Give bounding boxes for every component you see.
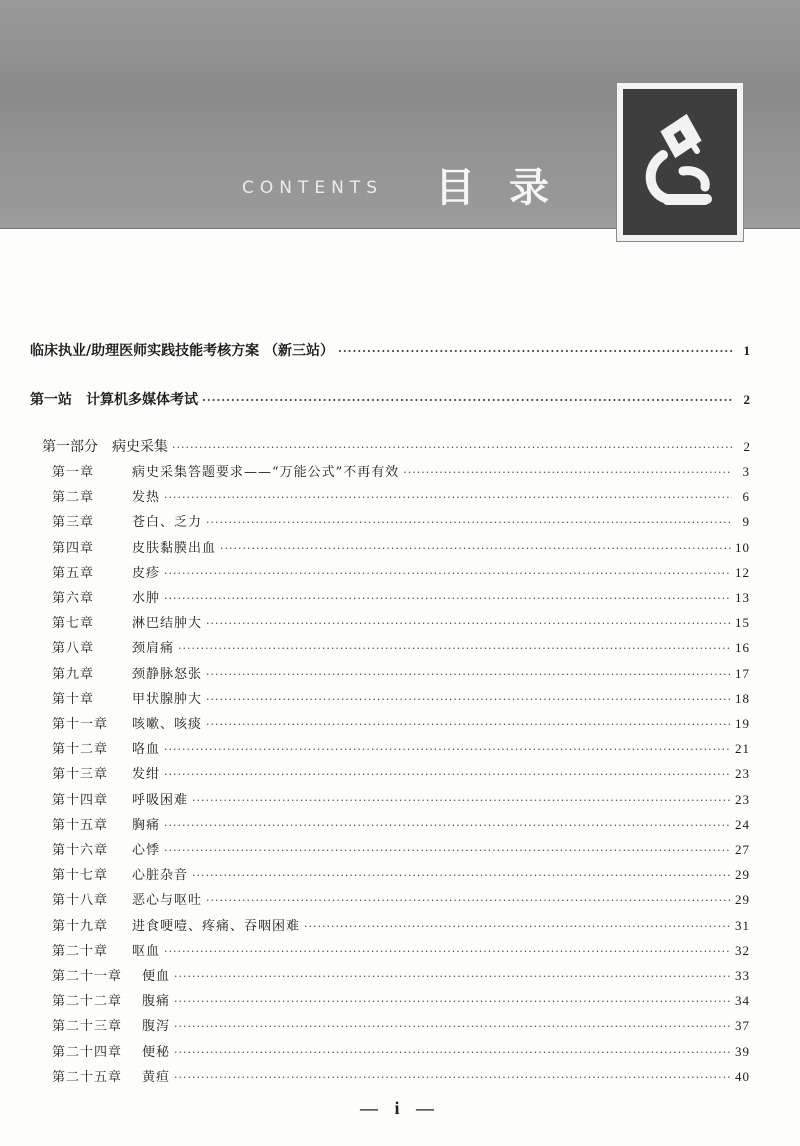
logo-frame	[616, 82, 744, 242]
chapter-number: 第十一章	[52, 717, 109, 732]
entry-title: 颈静脉怒张	[132, 666, 203, 682]
leader-dots	[206, 691, 731, 709]
entry-title: 发绀	[132, 767, 161, 783]
chapter-number: 第十七章	[52, 868, 109, 884]
entry-title: 咳嗽、咳痰	[132, 717, 203, 732]
entry-title: 腹痛	[142, 994, 171, 1010]
leader-dots	[164, 766, 731, 784]
leader-dots	[174, 1018, 731, 1036]
chapter-number: 第十九章	[52, 918, 109, 934]
toc-entry[interactable]	[52, 791, 750, 810]
toc-entry[interactable]	[42, 438, 750, 457]
chapter-number: 第十二章	[52, 742, 109, 758]
entry-title: 呼吸困难	[132, 792, 189, 808]
page-ref: 37	[735, 1018, 750, 1034]
page-ref: 29	[735, 892, 750, 908]
entry-title: 胸痛	[132, 817, 161, 833]
page-number: — i —	[359, 1098, 440, 1118]
chapter-number: 第二十四章	[52, 1044, 123, 1060]
leader-dots	[178, 640, 731, 658]
entry-title: 第一部分 病史采集	[42, 439, 168, 455]
chapter-number: 第八章	[52, 641, 95, 657]
leader-dots	[192, 792, 731, 810]
chapter-number: 第二十章	[52, 943, 109, 959]
toc-entry[interactable]	[52, 891, 750, 910]
toc-entry[interactable]	[52, 1017, 750, 1036]
chapter-number: 第五章	[52, 565, 95, 581]
page-ref: 18	[735, 690, 750, 706]
toc-entry[interactable]	[52, 765, 750, 784]
toc-entry[interactable]	[52, 942, 750, 961]
page-ref: 3	[742, 464, 750, 479]
page-ref: 1	[743, 343, 750, 358]
toc-entry[interactable]	[52, 614, 750, 633]
page-ref: 9	[742, 514, 750, 530]
entry-title: 便血	[142, 969, 171, 984]
chapter-number: 第二十三章	[52, 1019, 123, 1035]
page-ref: 23	[735, 791, 750, 807]
toc-entry[interactable]	[52, 488, 750, 507]
chapter-number: 第二章	[52, 490, 95, 506]
entry-title: 咯血	[132, 742, 161, 758]
toc-entry[interactable]	[52, 816, 750, 835]
toc-entry[interactable]	[52, 967, 750, 986]
leader-dots	[164, 741, 731, 759]
leader-dots	[164, 489, 732, 507]
leader-dots	[206, 615, 731, 633]
microscope-icon	[623, 89, 737, 235]
page-ref: 6	[742, 489, 750, 505]
entry-title: 便秘	[142, 1044, 171, 1060]
page-ref: 15	[735, 615, 750, 631]
chapter-number: 第三章	[52, 515, 95, 531]
page-title: 目录	[435, 165, 583, 211]
leader-dots	[174, 1069, 731, 1087]
chapter-number: 第十五章	[52, 817, 109, 833]
entry-title: 甲状腺肿大	[132, 691, 203, 707]
toc-entry[interactable]	[52, 715, 750, 734]
leader-dots	[304, 918, 731, 936]
page-ref: 24	[735, 816, 750, 832]
leader-dots	[206, 514, 732, 532]
toc-entry[interactable]	[52, 1043, 750, 1062]
toc-entry[interactable]	[52, 1068, 750, 1087]
page-ref: 17	[735, 665, 750, 681]
toc-entry[interactable]	[30, 342, 750, 361]
chapter-number: 第二十一章	[52, 969, 123, 984]
chapter-number: 第十六章	[52, 843, 109, 858]
toc-entry[interactable]	[52, 690, 750, 709]
entry-title: 进食哽噎、疼痛、吞咽困难	[132, 918, 301, 934]
entry-title: 皮肤黏膜出血	[132, 540, 217, 556]
page-ref: 32	[735, 942, 750, 958]
leader-dots	[220, 540, 731, 558]
chapter-number: 第二十五章	[52, 1069, 123, 1085]
leader-dots	[164, 565, 731, 583]
page-ref: 16	[735, 640, 750, 656]
page-ref: 33	[735, 968, 750, 983]
leader-dots	[403, 464, 732, 482]
entry-title: 心脏杂音	[132, 868, 189, 884]
page-ref: 23	[735, 766, 750, 782]
chapter-number: 第七章	[52, 616, 95, 632]
entry-title: 第一站 计算机多媒体考试	[30, 392, 198, 408]
leader-dots	[202, 392, 732, 410]
toc-entry[interactable]	[52, 639, 750, 658]
leader-dots	[164, 590, 731, 608]
toc-entry[interactable]	[52, 564, 750, 583]
page-ref: 40	[735, 1068, 750, 1084]
page-ref: 34	[735, 993, 750, 1009]
page-ref: 27	[735, 842, 750, 857]
contents-label: CONTENTS	[242, 178, 383, 198]
entry-title: 发热	[132, 490, 161, 506]
entry-title: 呕血	[132, 943, 161, 959]
toc-entry[interactable]	[52, 463, 750, 482]
toc-entry[interactable]	[52, 589, 750, 608]
page-ref: 2	[743, 392, 750, 407]
entry-title: 黄疸	[142, 1069, 171, 1085]
leader-dots	[164, 943, 731, 961]
toc-entry[interactable]	[52, 841, 750, 860]
entry-title: 临床执业/助理医师实践技能考核方案 （新三站）	[30, 343, 334, 359]
page-ref: 29	[735, 867, 750, 883]
leader-dots	[192, 867, 731, 885]
toc-entry[interactable]	[52, 665, 750, 684]
page-ref: 19	[735, 716, 750, 731]
entry-title: 病史采集答题要求——“万能公式”不再有效	[132, 465, 400, 480]
toc-entry[interactable]	[52, 539, 750, 558]
page-ref: 31	[735, 917, 750, 933]
entry-title: 腹泻	[142, 1019, 171, 1035]
entry-title: 淋巴结肿大	[132, 616, 203, 632]
toc-entry[interactable]	[30, 391, 750, 410]
leader-dots	[174, 968, 731, 986]
leader-dots	[174, 1044, 731, 1062]
entry-title: 颈肩痛	[132, 641, 175, 657]
page-ref: 12	[735, 564, 750, 580]
leader-dots	[206, 666, 731, 684]
page-ref: 21	[735, 741, 750, 757]
page-ref: 13	[735, 590, 750, 605]
leader-dots	[338, 343, 732, 361]
entry-title: 心悸	[132, 843, 161, 858]
chapter-number: 第十三章	[52, 767, 109, 783]
chapter-number: 第四章	[52, 540, 95, 556]
chapter-number: 第六章	[52, 591, 95, 606]
chapter-number: 第十八章	[52, 893, 109, 909]
chapter-number: 第十四章	[52, 792, 109, 808]
page-ref: 2	[743, 439, 750, 454]
page-ref: 10	[735, 539, 750, 555]
entry-title: 皮疹	[132, 565, 161, 581]
chapter-number: 第九章	[52, 666, 95, 682]
leader-dots	[174, 993, 731, 1011]
leader-dots	[164, 817, 731, 835]
leader-dots	[164, 842, 731, 860]
toc-entry[interactable]	[52, 740, 750, 759]
entry-title: 水肿	[132, 591, 161, 606]
chapter-number: 第十章	[52, 691, 95, 707]
toc-entry[interactable]	[52, 513, 750, 532]
toc-entry[interactable]	[52, 992, 750, 1011]
chapter-number: 第一章	[52, 465, 95, 480]
chapter-number: 第二十二章	[52, 994, 123, 1010]
leader-dots	[172, 439, 732, 457]
entry-title: 恶心与呕吐	[132, 893, 203, 909]
entry-title: 苍白、乏力	[132, 515, 203, 531]
toc-entry[interactable]	[52, 866, 750, 885]
toc-entry[interactable]	[52, 917, 750, 936]
page-ref: 39	[735, 1043, 750, 1059]
leader-dots	[206, 716, 731, 734]
leader-dots	[206, 892, 731, 910]
